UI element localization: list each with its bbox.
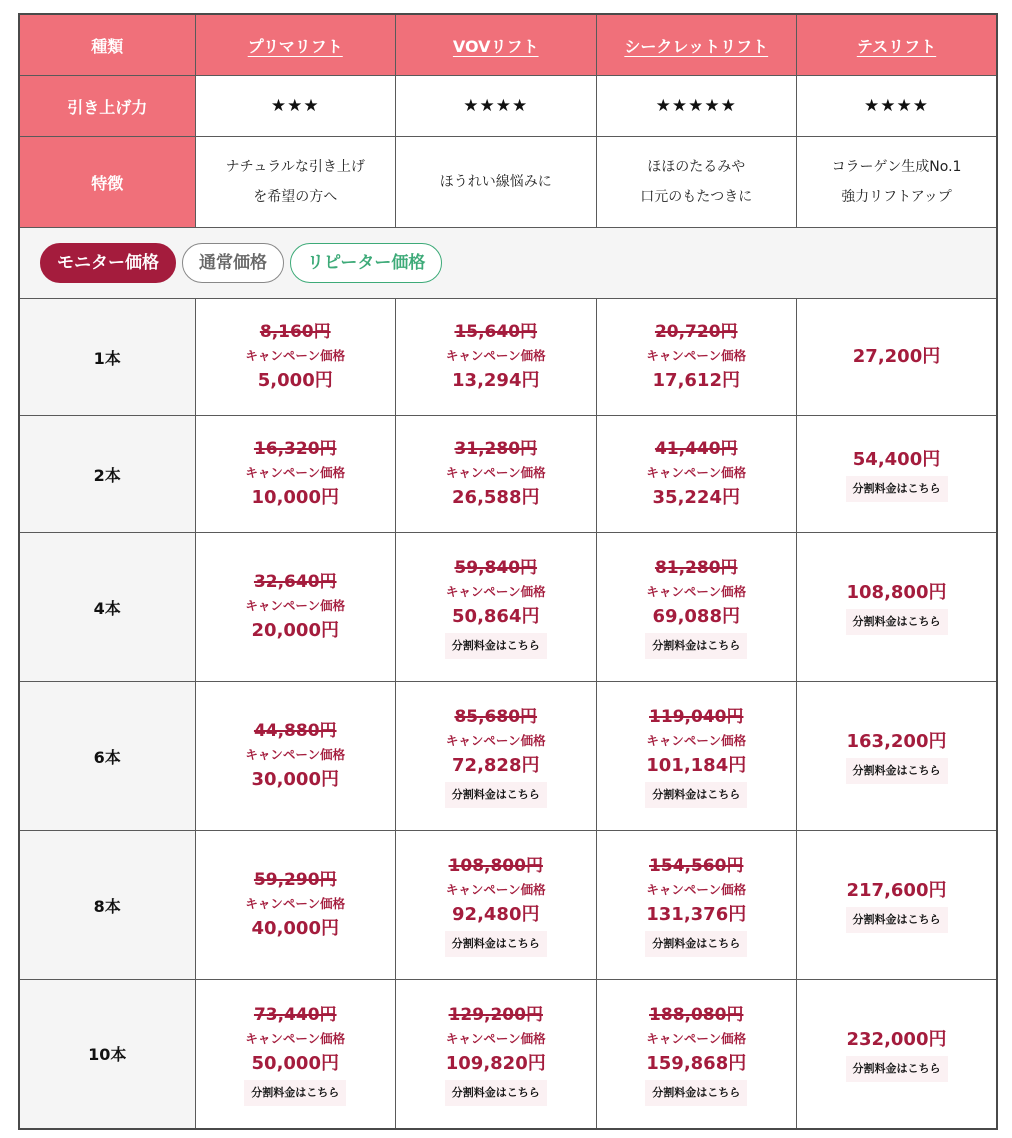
price-cell <box>195 299 396 416</box>
campaign-price-label: キャンペーン価格 <box>245 348 346 363</box>
sale-price: 109,820円 <box>445 1052 546 1074</box>
original-price: 59,290円 <box>253 870 337 890</box>
price-cell <box>596 299 797 416</box>
feature-cell <box>396 137 597 228</box>
original-price: 119,040円 <box>649 707 744 727</box>
product-header-prima <box>195 14 396 76</box>
original-price: 15,640円 <box>454 322 538 342</box>
sale-price: 54,400円 <box>852 449 941 470</box>
campaign-price-label: キャンペーン価格 <box>445 733 546 748</box>
price-row <box>19 682 997 831</box>
sale-price: 50,000円 <box>251 1052 339 1074</box>
sale-price: 5,000円 <box>257 370 333 391</box>
price-cell <box>596 533 797 682</box>
tab-repeater-price[interactable]: リピーター価格 <box>290 243 442 283</box>
price-cell <box>797 299 998 416</box>
product-link-secret[interactable]: シークレットリフト <box>624 36 769 56</box>
tab-monitor-price[interactable]: モニター価格 <box>40 243 176 283</box>
installment-link[interactable]: 分割料金はこちら <box>645 782 747 808</box>
product-link-prima[interactable]: プリマリフト <box>247 36 343 56</box>
original-price: 8,160円 <box>259 322 331 342</box>
feature-line: 強力リフトアップ <box>841 189 952 205</box>
sale-price: 159,868円 <box>646 1052 747 1074</box>
tab-regular-price[interactable]: 通常価格 <box>182 243 284 283</box>
sale-price: 40,000円 <box>251 918 339 939</box>
star-rating: ★★★★★ <box>596 76 797 137</box>
campaign-price-label: キャンペーン価格 <box>646 348 747 363</box>
installment-link[interactable]: 分割料金はこちら <box>645 633 747 659</box>
price-cell <box>596 416 797 533</box>
price-cell <box>396 416 597 533</box>
features-label: 特徴 <box>19 137 195 228</box>
installment-link[interactable]: 分割料金はこちら <box>846 758 948 784</box>
original-price: 154,560円 <box>649 856 744 876</box>
campaign-price-label: キャンペーン価格 <box>646 882 747 897</box>
price-cell <box>596 980 797 1129</box>
original-price: 85,680円 <box>454 707 538 727</box>
price-cell <box>195 980 396 1129</box>
sale-price: 92,480円 <box>452 904 540 925</box>
product-header-tess <box>797 14 998 76</box>
feature-line: 口元のもたつきに <box>640 189 753 205</box>
product-header-secret <box>596 14 797 76</box>
star-rating: ★★★ <box>195 76 396 137</box>
price-tabs <box>19 228 997 299</box>
star-rating: ★★★★ <box>396 76 597 137</box>
original-price: 81,280円 <box>654 558 738 578</box>
price-row <box>19 416 997 533</box>
lift-power-label: 引き上げ力 <box>19 76 195 137</box>
product-link-tess[interactable]: テスリフト <box>856 36 937 56</box>
price-cell <box>596 682 797 831</box>
feature-cell <box>797 137 998 228</box>
price-row <box>19 299 997 416</box>
sale-price: 13,294円 <box>452 370 540 391</box>
installment-link[interactable]: 分割料金はこちら <box>846 1056 948 1082</box>
price-cell <box>396 831 597 980</box>
sale-price: 101,184円 <box>646 755 747 776</box>
sale-price: 232,000円 <box>846 1028 947 1050</box>
price-row <box>19 831 997 980</box>
installment-link[interactable]: 分割料金はこちら <box>445 633 547 659</box>
installment-link[interactable]: 分割料金はこちら <box>846 907 948 933</box>
original-price: 32,640円 <box>253 572 337 592</box>
campaign-price-label: キャンペーン価格 <box>445 882 546 897</box>
campaign-price-label: キャンペーン価格 <box>646 733 747 748</box>
campaign-price-label: キャンペーン価格 <box>646 465 747 480</box>
original-price: 41,440円 <box>654 439 738 459</box>
campaign-price-label: キャンペーン価格 <box>245 598 346 613</box>
price-cell <box>396 682 597 831</box>
sale-price: 217,600円 <box>846 880 947 901</box>
original-price: 59,840円 <box>454 558 538 578</box>
original-price: 188,080円 <box>649 1004 744 1025</box>
original-price: 108,800円 <box>448 856 543 876</box>
price-cell <box>797 682 998 831</box>
price-cell <box>195 533 396 682</box>
installment-link[interactable]: 分割料金はこちら <box>846 609 948 635</box>
lift-power-row <box>19 76 997 137</box>
price-cell <box>396 980 597 1129</box>
quantity-label: 4本 <box>19 533 195 682</box>
feature-cell <box>195 137 396 228</box>
price-cell <box>396 299 597 416</box>
campaign-price-label: キャンペーン価格 <box>245 1030 346 1046</box>
campaign-price-label: キャンペーン価格 <box>445 1030 546 1046</box>
campaign-price-label: キャンペーン価格 <box>646 1030 747 1046</box>
sale-price: 69,088円 <box>652 606 740 627</box>
quantity-label: 2本 <box>19 416 195 533</box>
price-cell <box>797 533 998 682</box>
campaign-price-label: キャンペーン価格 <box>445 584 546 599</box>
campaign-price-label: キャンペーン価格 <box>646 584 747 599</box>
installment-link[interactable]: 分割料金はこちら <box>445 931 547 957</box>
installment-link[interactable]: 分割料金はこちら <box>445 1080 547 1106</box>
price-tabs-row <box>19 228 997 299</box>
price-cell <box>797 980 998 1129</box>
feature-cell <box>596 137 797 228</box>
installment-link[interactable]: 分割料金はこちら <box>645 1080 747 1106</box>
price-cell <box>797 416 998 533</box>
sale-price: 163,200円 <box>846 731 947 752</box>
price-row <box>19 533 997 682</box>
feature-line: を希望の方へ <box>253 189 338 205</box>
header-row <box>19 14 997 76</box>
campaign-price-label: キャンペーン価格 <box>245 747 346 762</box>
sale-price: 50,864円 <box>452 606 540 627</box>
quantity-label: 10本 <box>19 980 195 1129</box>
installment-link[interactable]: 分割料金はこちら <box>645 931 747 957</box>
sale-price: 10,000円 <box>251 487 339 508</box>
feature-line: コラーゲン生成No.1 <box>831 159 962 175</box>
sale-price: 108,800円 <box>846 582 947 603</box>
price-table <box>18 13 998 1130</box>
campaign-price-label: キャンペーン価格 <box>245 896 346 911</box>
quantity-label: 1本 <box>19 299 195 416</box>
sale-price: 30,000円 <box>251 769 339 790</box>
campaign-price-label: キャンペーン価格 <box>245 465 346 480</box>
campaign-price-label: キャンペーン価格 <box>445 348 546 363</box>
kind-label: 種類 <box>19 14 195 76</box>
original-price: 20,720円 <box>654 322 738 342</box>
features-row <box>19 137 997 228</box>
product-link-vov[interactable]: VOVリフト <box>452 36 539 56</box>
installment-link[interactable]: 分割料金はこちら <box>846 476 948 502</box>
installment-link[interactable]: 分割料金はこちら <box>244 1080 346 1106</box>
sale-price: 131,376円 <box>646 904 747 925</box>
feature-line: ほほのたるみや <box>647 159 746 175</box>
campaign-price-label: キャンペーン価格 <box>445 465 546 480</box>
sale-price: 20,000円 <box>251 620 339 641</box>
sale-price: 72,828円 <box>452 755 540 776</box>
sale-price: 17,612円 <box>652 370 740 391</box>
original-price: 129,200円 <box>448 1004 543 1025</box>
price-row <box>19 980 997 1129</box>
price-cell <box>797 831 998 980</box>
original-price: 31,280円 <box>454 439 538 459</box>
sale-price: 27,200円 <box>852 346 941 367</box>
feature-line: ナチュラルな引き上げ <box>225 159 365 175</box>
star-rating: ★★★★ <box>797 76 998 137</box>
price-cell <box>195 682 396 831</box>
original-price: 16,320円 <box>253 439 337 459</box>
quantity-label: 6本 <box>19 682 195 831</box>
sale-price: 26,588円 <box>452 487 540 508</box>
original-price: 73,440円 <box>253 1004 337 1025</box>
price-cell <box>396 533 597 682</box>
original-price: 44,880円 <box>253 721 337 741</box>
feature-line: ほうれい線悩みに <box>439 174 552 190</box>
quantity-label: 8本 <box>19 831 195 980</box>
product-header-vov <box>396 14 597 76</box>
installment-link[interactable]: 分割料金はこちら <box>445 782 547 808</box>
price-cell <box>195 831 396 980</box>
price-cell <box>596 831 797 980</box>
price-cell <box>195 416 396 533</box>
sale-price: 35,224円 <box>652 487 740 508</box>
